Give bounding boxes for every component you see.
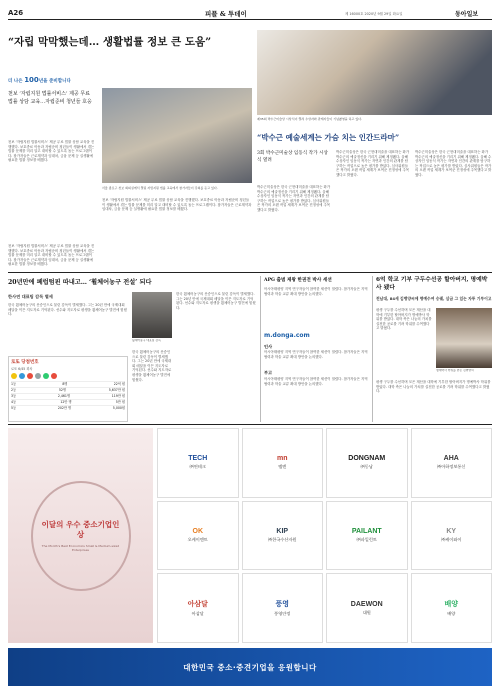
ad-banner-title: 이달의 우수 중소기업인상 [41,519,120,539]
ad-banner-sub: The Month’s Best Economics Small & Medium-sized Enterprises [41,543,120,552]
ad-logo: AHA [443,455,459,463]
brand-name: 동아일보 [455,11,479,18]
wheelchair-headline: 20년만에 페럽텀핀 따내고… ‘휠체어농구 전설’ 되다 [8,279,152,286]
ad-logo: TECH [188,455,208,463]
lotto-cell: 5,637만 원 [108,388,125,392]
ad-company-name: 배양 [447,611,456,617]
lotto-cell: 52명 [58,388,66,392]
award-body: 박수근미술상은 한국 근현대미술을 대표하는 화가 박수근의 예술정신을 기리기 위해 제정됐다. 올해 수상자인 임동식 작가는 자연과 인간의 관계를 탐구하는 작업으로 높은 평가를 받았다. 심사위원들은 작가의 오랜 작업 세계가 보여준 진정성에 주목했다고 밝혔다. [336,150,410,177]
section-title: 피플 & 투데이 [205,10,247,18]
feature-body-3: 천보 ‘자립지원 법률서비스’ 제공 무료 법률 상담 교육을 진행했다. 보호종료 아동과 자립준비 청년들이 생활에서 겪는 법률 문제를 미리 알고 대비할 수 있도록 돕는 프로그램이다. 참가자들은 근로계약과 임대차, 금융 문제 등 실생활에 필요한 법률 정보를 배웠다. [8,244,95,267]
donation-photo [436,308,492,368]
lotto-cell: 1등 [11,382,17,386]
ad-tile[interactable] [242,573,324,643]
lotto-cell: 12만 명 [60,400,72,404]
section-label-obituary: 부고 [264,370,273,375]
feature-photo [102,88,252,183]
section-label-personnel: 인사 [264,344,273,349]
award-body-2: 박수근미술상은 한국 근현대미술을 대표하는 화가 박수근의 예술정신을 기리기 위해 제정됐다. 올해 수상자인 임동식 작가는 자연과 인간의 관계를 탐구하는 작업으로 높은 평가를 받았다. 심사위원들은 작가의 오랜 작업 세계가 보여준 진정성에 주목했다고 밝혔다. [415,150,492,177]
ad-company-name: 엠엔 [278,464,287,470]
ad-tile[interactable] [411,428,493,498]
lotto-cell: 5만 원 [115,400,125,404]
wheelchair-photo-caption: 휠체어농구 대표팀 감독 [132,339,161,342]
ad-banner [8,428,153,643]
ad-company-name: 오케이엔트 [187,536,208,542]
ad-logo: OK [192,527,203,535]
ad-company-name: ㈜썬테크 [189,464,206,470]
wheelchair-body-2: 한국 휠체어농구의 산증인으로 불린 감독이 별세했다. 그는 20년 만에 국제대회 메달을 이끈 지도자로 기억된다. 선수와 지도자로 평생을 휠체어농구 발전에 힘썼다. [176,292,256,310]
award-photo [257,30,492,115]
wheelchair-body-3: 한국 휠체어농구의 산증인으로 불린 감독이 별세했다. 그는 20년 만에 국제대회 메달을 이끈 지도자로 기억된다. 선수와 지도자로 평생을 휠체어농구 발전에 힘썼다. [132,350,172,382]
ad-company-name: ㈜파일런트 [356,536,377,542]
award-body-3: 박수근미술상은 한국 근현대미술을 대표하는 화가 박수근의 예술정신을 기리기 위해 제정됐다. 올해 수상자인 임동식 작가는 자연과 인간의 관계를 탐구하는 작업으로 높은 평가를 받았다. 심사위원들은 작가의 오랜 작업 세계가 보여준 진정성에 주목했다고 밝혔다. [257,185,331,212]
lotto-cell: 8명 [62,382,68,386]
ad-tile[interactable] [242,428,324,498]
ad-logo: DAEWON [350,600,383,608]
feature-body-2: 천보 ‘자립지원 법률서비스’ 제공 무료 법률 상담 교육을 진행했다. 보호종료 아동과 자립준비 청년들이 생활에서 겪는 법률 문제를 미리 알고 대비할 수 있도록 돕는 프로그램이다. 참가자들은 근로계약과 임대차, 금융 문제 등 실생활에 필요한 법률 정보를 배웠다. [102,198,252,212]
apg-link[interactable]: m.donga.com [264,332,310,339]
ad-logo: KY [446,527,457,535]
lotto-cell: 2등 [11,388,17,392]
kicker-post: 년을 준비합니다 [38,79,71,84]
mid-rule [8,272,492,273]
ad-company-name: ㈜케이와이 [441,536,462,542]
lotto-cell: 3등 [11,394,17,398]
lotto-box [8,356,128,422]
lotto-cell: 5등 [11,406,17,410]
lotto-ball [19,373,25,379]
donation-caption: 명예박사 학위를 받은 김병양씨 [436,369,474,372]
ad-logo: KIP [276,527,289,535]
ad-company-name: 풍영안정 [274,611,291,617]
wheelchair-body: 한국 휠체어농구의 산증인으로 불린 감독이 별세했다. 그는 20년 만에 국제대회 메달을 이끈 지도자로 기억된다. 선수와 지도자로 평생을 휠체어농구 발전에 힘썼다. [8,303,127,317]
ad-logo: mn [277,455,288,463]
ad-tile[interactable] [411,573,493,643]
lotto-ball [43,373,49,379]
donation-body-2: 평생 구두를 수선하며 모은 재산을 대학에 기부한 할아버지가 명예박사 학위를 받았다. 대학 측은 나눔의 가치를 실천한 공로를 기려 학위를 수여했다고 밝혔다. [376,380,491,394]
ad-tile[interactable] [326,501,408,571]
feature-headline: “자립 막막했는데… 생활법률 정보 큰 도움” [8,36,212,48]
lotto-ball [11,373,17,379]
date-line: 제 16000호 2020년 9월 29일 화요일 [345,12,403,16]
col-divider [372,276,373,422]
lotto-cell: 202만 명 [57,406,72,410]
lotto-title: 로또 당첨번호 [11,360,39,365]
ad-company-name: ㈜한국수산자원 [268,536,297,542]
series-kicker [8,76,71,84]
lotto-table [11,381,125,411]
personnel-body: 아시아태평양 지역 연구자들이 참여한 세션이 열렸다. 참가자들은 지역 협력과 학술 교류 확대 방안을 논의했다. [264,350,368,359]
lotto-cell: 5,000원 [112,406,125,410]
footer-ad-bar [8,648,492,686]
award-headline: “박수근 예술세계는 가슴 치는 인간드라마” [257,133,400,142]
lotto-cell: 119만 원 [111,394,125,398]
wheelchair-sub: 한사연 대표팀 감독 별세 [8,294,53,299]
apg-body: 아시아태평양 지역 연구자들이 참여한 세션이 열렸다. 참가자들은 지역 협력과 학술 교류 확대 방안을 논의했다. [264,287,368,296]
donation-lead: 전남대, 84세 김병양씨에 명예수여 숭궤, 삼금 그 있는 자투 기부이고 [376,296,492,301]
lotto-ball [35,373,41,379]
wheelchair-photo [132,292,172,338]
ad-tile[interactable] [157,428,239,498]
feature-lead: 천보 ‘자립지원 법률서비스’ 제공 무료 법률 상담 교육…자립준비 청년들 호응 [8,91,92,105]
ad-logo: 배양 [444,601,459,609]
apg-headline: APG 출범 제왕 한권전 박사 세션 [264,278,332,283]
ad-tile[interactable] [157,573,239,643]
ad-tile[interactable] [326,573,408,643]
ad-grid [157,428,492,643]
ad-logo: 아삼달 [187,601,208,609]
ad-logo: DONGNAM [348,455,386,463]
ad-tile[interactable] [157,501,239,571]
donation-headline: 6억 학교 기부 구두수선공 할아버지, 명예박사 됐다 [376,277,488,291]
lotto-cell: 2,461명 [57,394,71,398]
ad-tile[interactable] [326,428,408,498]
award-lead: 3회 박수근미술상 임동식 작가 시상식 열려 [257,151,328,163]
lotto-cell: 4등 [11,400,17,404]
footer-ad-text: 대한민국 중소·중견기업을 응원합니다 [183,662,317,672]
lotto-ball [51,373,57,379]
lotto-ball [27,373,33,379]
ad-tile[interactable] [242,501,324,571]
lotto-balls [11,373,125,379]
ad-logo: PAILANT [351,527,382,535]
lotto-cell: 22억 원 [113,382,125,386]
kicker-pre: 더 나은 [8,79,25,84]
lotto-row [11,405,125,411]
ad-logo: 풍영 [275,601,290,609]
donation-body: 평생 구두를 수선하며 모은 재산을 대학에 기부한 할아버지가 명예박사 학위를 받았다. 대학 측은 나눔의 가치를 실천한 공로를 기려 학위를 수여했다고 밝혔다. [376,308,432,331]
ad-banner-frame [31,481,131,591]
ad-company-name: 아삼달 [191,611,204,617]
col-divider [260,276,261,422]
kicker-number: 100 [24,76,39,84]
ad-tile[interactable] [411,501,493,571]
ad-company-name: 대원 [362,609,371,615]
header-rule [8,19,492,20]
obituary-body: 아시아태평양 지역 연구자들이 참여한 세션이 열렸다. 참가자들은 지역 협력과 학술 교류 확대 방안을 논의했다. [264,377,368,386]
ad-company-name: ㈜아하정보통신 [437,464,466,470]
lotto-round: 로또 6/45 회차 [11,367,33,371]
award-caption: 제35회 박수근미술상 시상식이 열려 수상자와 관계자들이 기념촬영을 하고 있다. [257,117,363,121]
ad-top-rule [8,424,492,425]
feature-body: 천보 ‘자립지원 법률서비스’ 제공 무료 법률 상담 교육을 진행했다. 보호종료 아동과 자립준비 청년들이 생활에서 겪는 법률 문제를 미리 알고 대비할 수 있도록 돕는 프로그램이다. 참가자들은 근로계약과 임대차, 금융 문제 등 실생활에 필요한 법률 정보를 배웠다. [8,140,95,163]
page-number: A26 [8,9,24,17]
feature-caption: 서울 종로구 천보 회의실에서 열린 자립지원 법률 교육에서 참가자들이 강의를 듣고 있다. [102,186,218,190]
ad-company-name: ㈜동남 [360,464,373,470]
